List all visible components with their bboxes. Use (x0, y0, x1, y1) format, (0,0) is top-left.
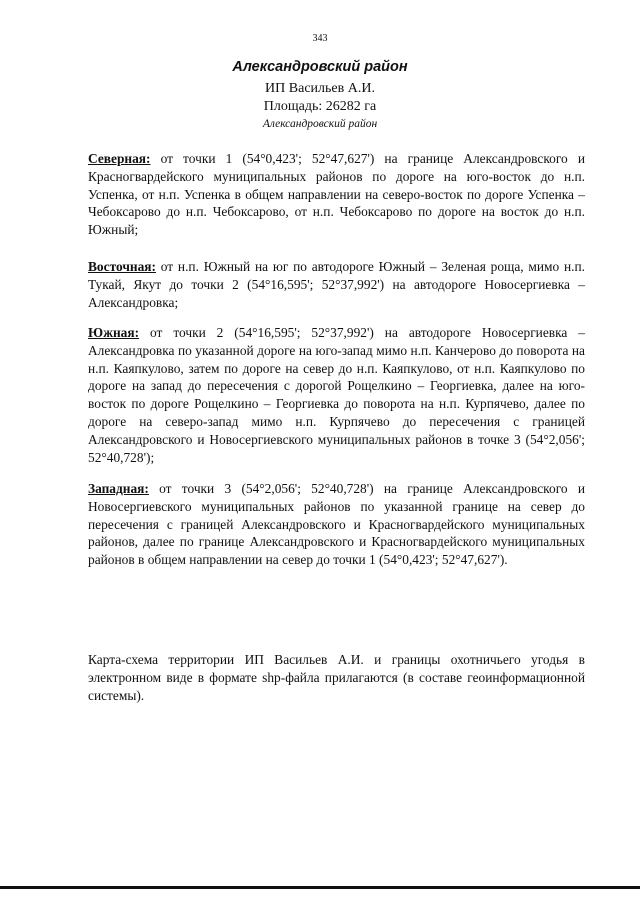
district-subtitle: Александровский район (262, 118, 378, 130)
south-boundary-text: от точки 2 (54°16,595'; 52°37,992') на автодороге Новосергиевка – Александровка по указанной дороге на юго-запад мимо н.п. Канчерово до поворота на н.п. Каяпкулово, затем по дороге на север до н.п. Каяпкулово, от н.п. Каяпкулово по дороге на запад до пересечения с дорогой Рощелкино – Георгиевка, далее на юго-восток по дороге Рощелкино – Георгиевка до поворота на н.п. Курпячево, далее по дороге на северо-запад мимо н.п. Курпячево до пересечения с границей Александровского и Новосергиевского муниципальных районов в точке 3 (54°2,056'; 52°40,728'); (88, 325, 585, 465)
east-boundary-text: от н.п. Южный на юг по автодороге Южный – Зеленая роща, мимо н.п. Тукай, Якут до точки 2 (54°16,595'; 52°37,992') на автодороге Новосергиевка – Александровка; (88, 259, 585, 310)
north-boundary-paragraph (88, 150, 585, 239)
east-boundary-paragraph (88, 258, 585, 311)
owner-name: ИП Васильев А.И. (265, 81, 375, 96)
page-number: 343 (312, 33, 328, 44)
west-boundary-text: от точки 3 (54°2,056'; 52°40,728') на границе Александровского и Новосергиевского муниципальных районов по указанной границе на север до пересечения с границей Александровского и Красногвардейского муниципальных районов, далее по границе Александровского и Красногвардейского муниципальных районов в общем направлении на север до точки 1 (54°0,423'; 52°47,627'). (88, 481, 585, 568)
map-note-paragraph: Карта-схема территории ИП Васильев А.И. и границы охотничьего угодья в электронном виде в формате shp-файла прилагаются (в составе геоинформационной системы). (88, 652, 585, 703)
west-boundary-paragraph (88, 480, 585, 569)
north-boundary-text: от точки 1 (54°0,423'; 52°47,627') на границе Александровского и Красногвардейского муниципальных районов по дороге на юго-восток до н.п. Успенка, от н.п. Успенка в общем направлении на северо-восток по дороге Успенка – Чебоксарово до н.п. Чебоксарово, от н.п. Чебоксарово по дороге на восток до н.п. Южный; (88, 151, 585, 238)
north-boundary-label: Северная: (88, 151, 151, 166)
south-boundary-paragraph (88, 324, 585, 466)
west-boundary-label: Западная: (88, 481, 149, 496)
bottom-divider (0, 886, 640, 889)
area-value: Площадь: 26282 га (263, 99, 377, 114)
south-boundary-label: Южная: (88, 325, 140, 340)
east-boundary-label: Восточная: (88, 259, 156, 274)
page-title: Александровский район (232, 59, 408, 75)
